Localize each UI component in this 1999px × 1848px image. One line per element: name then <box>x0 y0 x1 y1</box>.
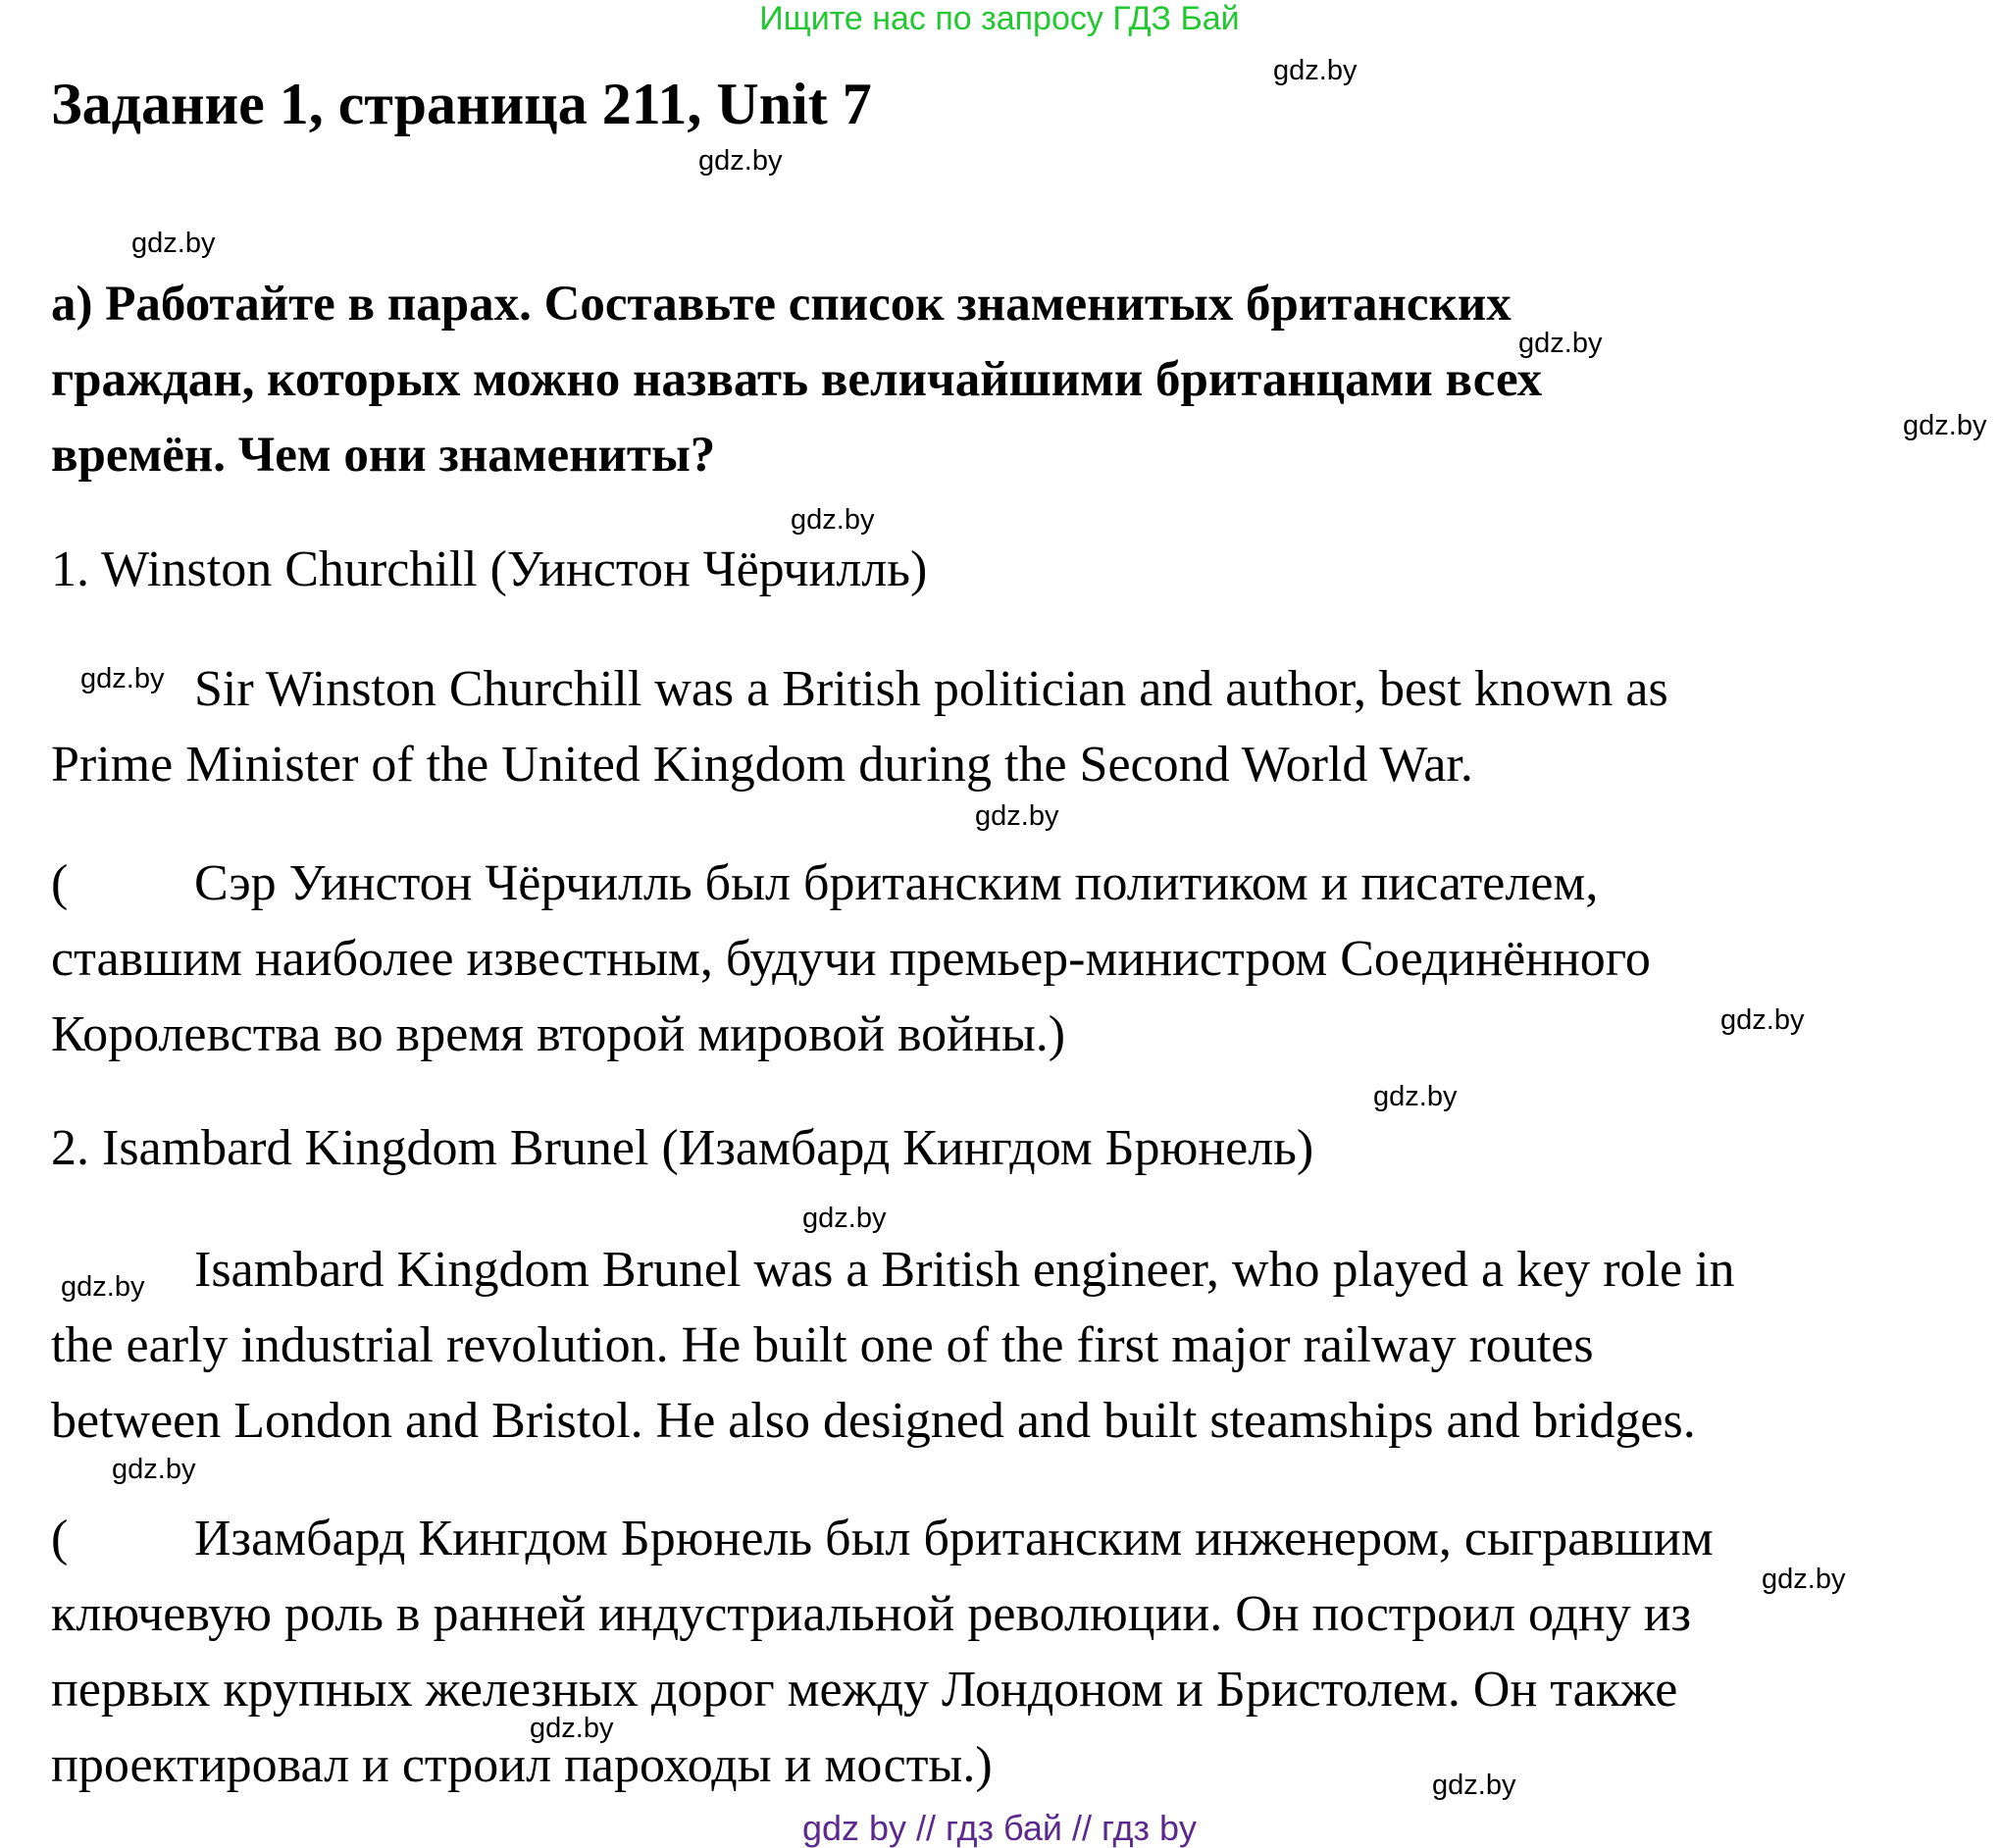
watermark: gdz.by <box>1518 328 1603 359</box>
watermark: gdz.by <box>1273 55 1358 86</box>
watermark: gdz.by <box>1432 1770 1516 1801</box>
watermark: gdz.by <box>698 145 783 177</box>
task-line: a) Работайте в парах. Составьте список знаменитых британских <box>51 277 1512 332</box>
watermark: gdz.by <box>1720 1004 1805 1036</box>
watermark: gdz.by <box>1373 1081 1458 1112</box>
task-line: граждан, которых можно назвать величайшими британцами всех <box>51 352 1543 407</box>
paragraph-line: ( Изамбард Кингдом Брюнель был британским инженером, сыгравшим <box>51 1511 1714 1566</box>
top-banner: Ищите нас по запросу ГДЗ Бай <box>759 0 1240 37</box>
paragraph-line: Королевства во время второй мировой войны.) <box>51 1006 1066 1062</box>
paragraph-line: Isambard Kingdom Brunel was a British engineer, who played a key role in <box>194 1242 1735 1298</box>
watermark: gdz.by <box>112 1454 196 1485</box>
paragraph-line: Sir Winston Churchill was a British politician and author, best known as <box>194 661 1668 717</box>
paragraph-line: первых крупных железных дорог между Лондоном и Бристолем. Он также <box>51 1662 1678 1718</box>
watermark: gdz.by <box>975 800 1059 832</box>
task-line: времён. Чем они знамениты? <box>51 428 716 483</box>
item-heading-brunel: 2. Isambard Kingdom Brunel (Изамбард Кингдом Брюнель) <box>51 1120 1314 1176</box>
page-title: Задание 1, страница 211, Unit 7 <box>51 72 872 136</box>
paragraph-line: проектировал и строил пароходы и мосты.) <box>51 1737 993 1793</box>
paragraph-line: the early industrial revolution. He built one of the first major railway routes <box>51 1317 1594 1373</box>
watermark: gdz.by <box>61 1271 145 1303</box>
russian-paragraph-brunel <box>51 1501 1714 1803</box>
watermark: gdz.by <box>802 1203 887 1234</box>
english-paragraph-churchill <box>51 651 1668 802</box>
watermark: gdz.by <box>1903 410 1987 441</box>
watermark: gdz.by <box>131 228 216 259</box>
item-heading-churchill: 1. Winston Churchill (Уинстон Чёрчилль) <box>51 541 928 597</box>
paragraph-line: ключевую роль в ранней индустриальной революции. Он построил одну из <box>51 1586 1692 1642</box>
watermark: gdz.by <box>791 504 875 536</box>
paragraph-line: ( Сэр Уинстон Чёрчилль был британским политиком и писателем, <box>51 855 1599 911</box>
footer-links: gdz by // гдз бай // гдз by <box>801 1808 1198 1848</box>
watermark: gdz.by <box>80 663 165 694</box>
watermark: gdz.by <box>1762 1564 1846 1595</box>
paragraph-line: ставшим наиболее известным, будучи премьер-министром Соединённого <box>51 931 1651 987</box>
paragraph-line: Prime Minister of the United Kingdom during the Second World War. <box>51 737 1473 793</box>
watermark: gdz.by <box>530 1713 614 1744</box>
task-instruction <box>51 267 1915 493</box>
russian-paragraph-churchill <box>51 846 1651 1072</box>
paragraph-line: between London and Bristol. He also designed and built steamships and bridges. <box>51 1393 1696 1449</box>
english-paragraph-brunel <box>51 1232 1735 1459</box>
